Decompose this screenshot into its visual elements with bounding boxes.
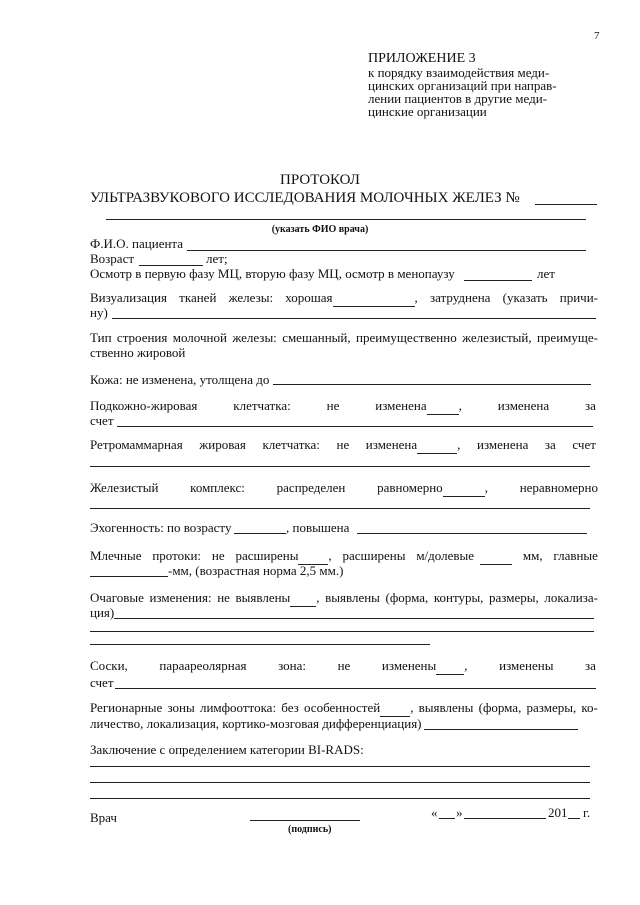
visualization-cont: ну) bbox=[90, 305, 108, 320]
appendix-heading: ПРИЛОЖЕНИЕ 3 bbox=[368, 51, 476, 66]
doctor-name-line[interactable] bbox=[106, 219, 586, 220]
subcut-reason-line[interactable] bbox=[117, 426, 593, 427]
conclusion-line-1[interactable] bbox=[90, 766, 590, 767]
focal-line-1[interactable] bbox=[114, 618, 594, 619]
protocol-subtitle: УЛЬТРАЗВУКОВОГО ИССЛЕДОВАНИЯ МОЛОЧНЫХ ЖЕЛЕЗ № bbox=[90, 190, 520, 206]
retro-line: Ретромаммарная жировая клетчатка: не изменена , изменена за счет bbox=[90, 437, 596, 452]
exam-phase-unit: лет bbox=[537, 266, 555, 281]
age-label: Возраст bbox=[90, 251, 135, 266]
focal-line-3[interactable] bbox=[90, 644, 430, 645]
lymph-line: Регионарные зоны лимфооттока: без особенностей , выявлены (форма, размеры, ко- bbox=[90, 700, 598, 715]
structure-cont: ственно жировой bbox=[90, 345, 186, 360]
patient-name-label: Ф.И.О. пациента bbox=[90, 236, 184, 251]
nipple-reason-line[interactable] bbox=[115, 688, 596, 689]
date-day-blank[interactable] bbox=[439, 818, 455, 819]
page-number: 7 bbox=[594, 30, 600, 42]
exam-phase-label: Осмотр в первую фазу МЦ, вторую фазу МЦ, осмотр в менопаузу bbox=[90, 266, 455, 281]
date-year-prefix: 201 bbox=[548, 805, 568, 820]
gland-blank[interactable] bbox=[443, 480, 485, 497]
echo-line[interactable] bbox=[357, 533, 587, 534]
gland-line: Железистый комплекс: распределен равномерно , неравномерно bbox=[90, 480, 598, 495]
nipple-line: Соски, параареолярная зона: не изменены , изменены за bbox=[90, 658, 596, 673]
focal-line-2[interactable] bbox=[90, 631, 594, 632]
age-unit: лет; bbox=[206, 251, 228, 266]
ducts-main-blank[interactable] bbox=[90, 576, 168, 577]
structure-line: Тип строения молочной железы: смешанный, преимущественно железистый, преимуще- bbox=[90, 330, 598, 345]
appendix-line: цинских организаций при направ- bbox=[368, 78, 557, 93]
subcut-blank[interactable] bbox=[427, 398, 459, 415]
doctor-name-hint: (указать ФИО врача) bbox=[271, 224, 369, 235]
date-close-quote: » bbox=[456, 805, 463, 820]
visualization-reason-line[interactable] bbox=[112, 318, 596, 319]
gland-reason-line[interactable] bbox=[90, 508, 590, 509]
echo-age-blank[interactable] bbox=[234, 533, 286, 534]
nipple-cont: счет bbox=[90, 675, 114, 690]
date-year-suffix: г. bbox=[583, 805, 591, 820]
appendix-line: к порядку взаимодействия меди- bbox=[368, 65, 550, 80]
date-open-quote: « bbox=[431, 805, 438, 820]
focal-line: Очаговые изменения: не выявлены , выявлены (форма, контуры, размеры, локализа- bbox=[90, 590, 598, 605]
lymph-details-line[interactable] bbox=[424, 729, 578, 730]
appendix-line: цинские организации bbox=[368, 104, 487, 119]
conclusion-line-2[interactable] bbox=[90, 782, 590, 783]
conclusion-line-3[interactable] bbox=[90, 798, 590, 799]
signature-line[interactable] bbox=[250, 820, 360, 821]
appendix-block bbox=[368, 52, 604, 118]
doctor-label: Врач bbox=[90, 810, 117, 825]
skin-label: Кожа: не изменена, утолщена до bbox=[90, 372, 270, 387]
patient-name-line[interactable] bbox=[187, 250, 586, 251]
signature-hint: (подпись) bbox=[288, 824, 332, 835]
ducts-blank-2[interactable] bbox=[480, 548, 512, 565]
ducts-cont: -мм, (возрастная норма 2,5 мм.) bbox=[168, 563, 344, 578]
date-month-blank[interactable] bbox=[464, 818, 546, 819]
visualization-good-blank[interactable] bbox=[333, 290, 415, 307]
focal-cont: ция) bbox=[90, 605, 115, 620]
subcut-cont: счет bbox=[90, 413, 114, 428]
retro-reason-line[interactable] bbox=[90, 466, 590, 467]
protocol-number-blank[interactable] bbox=[535, 204, 597, 205]
visualization-line: Визуализация тканей железы: хорошая , затруднена (указать причи- bbox=[90, 290, 598, 305]
conclusion-label: Заключение с определением категории BI-RADS: bbox=[90, 742, 364, 757]
date-year-blank[interactable] bbox=[568, 818, 580, 819]
lymph-blank[interactable] bbox=[380, 700, 410, 717]
echo-label: Эхогенность: по возрасту bbox=[90, 520, 232, 535]
exam-phase-line[interactable] bbox=[464, 280, 532, 281]
subcut-line: Подкожно-жировая клетчатка: не изменена , изменена за bbox=[90, 398, 596, 413]
lymph-cont: личество, локализация, кортико-мозговая дифференциация) bbox=[90, 716, 422, 731]
retro-blank[interactable] bbox=[417, 437, 457, 454]
focal-blank[interactable] bbox=[290, 590, 316, 607]
skin-line[interactable] bbox=[273, 384, 591, 385]
appendix-line: лении пациентов в другие меди- bbox=[368, 91, 548, 106]
protocol-title: ПРОТОКОЛ bbox=[280, 172, 360, 188]
echo-increased: , повышена bbox=[286, 520, 350, 535]
nipple-blank[interactable] bbox=[436, 658, 464, 675]
ducts-line: Млечные протоки: не расширены , расширены м/долевые мм, главные bbox=[90, 548, 598, 563]
